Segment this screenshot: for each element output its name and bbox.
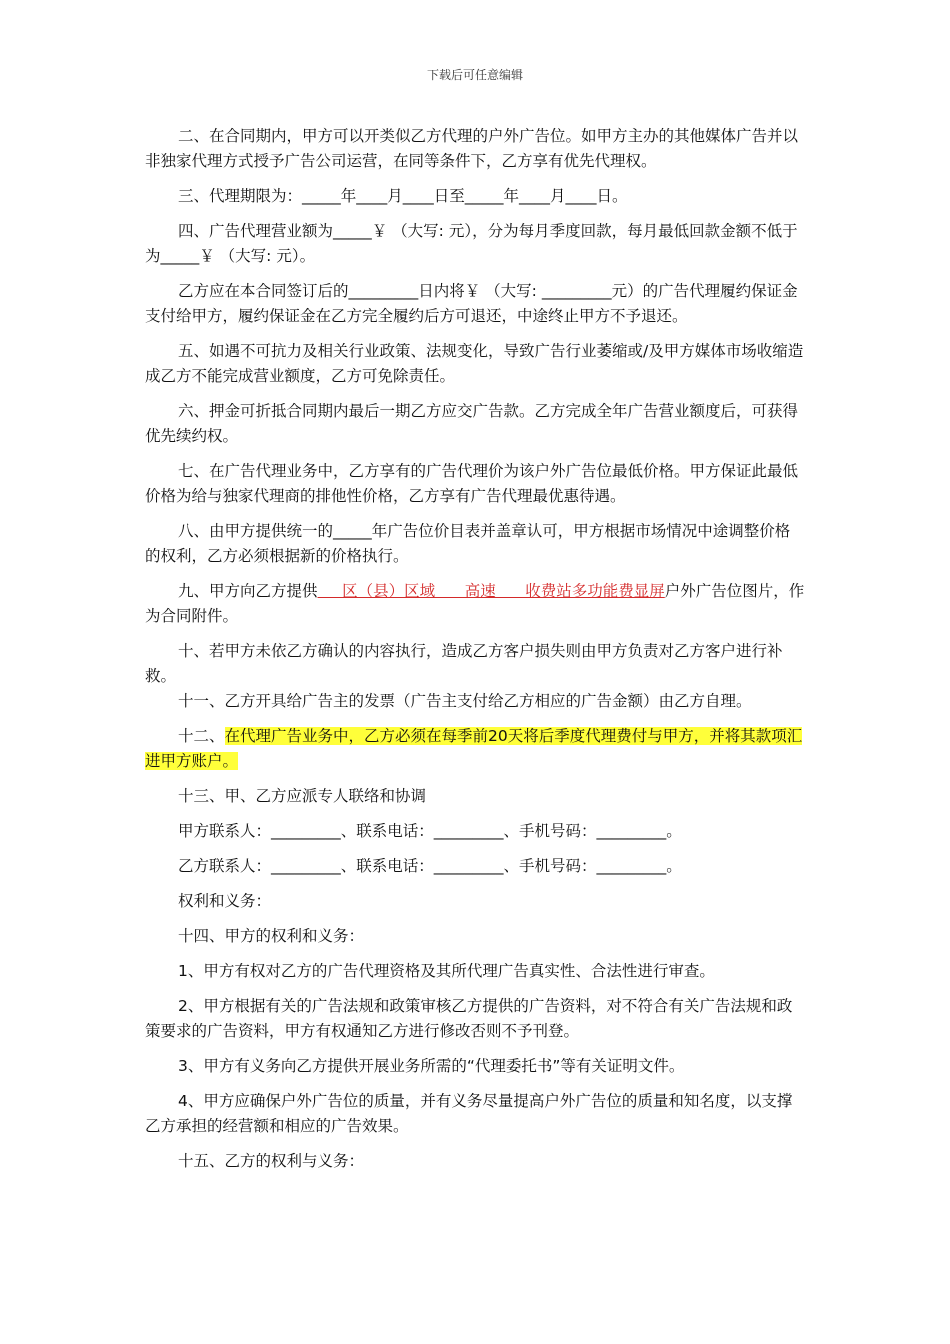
- clause-3: 三、代理期限为：_____年____月____日至_____年____月____日。: [178, 187, 628, 205]
- party-b-contact: 乙方联系人：_________、联系电话：_________、手机号码：_________。: [178, 857, 682, 875]
- clause-11: 十一、乙方开具给广告主的发票（广告主支付给乙方相应的广告金额）由乙方自理。: [178, 692, 752, 710]
- clause-14-item-2: 2、甲方根据有关的广告法规和政策审核乙方提供的广告资料，对不符合有关广告法规和政策要求的广告资料，甲方有权通知乙方进行修改否则不予刊登。: [145, 997, 793, 1040]
- clause-14-item-4: 4、甲方应确保户外广告位的质量，并有义务尽量提高户外广告位的质量和知名度，以支撑乙方承担的经营额和相应的广告效果。: [145, 1092, 793, 1135]
- clause-13: 十三、甲、乙方应派专人联络和协调: [178, 787, 427, 805]
- clause-9-location: 区（县）区域 高速 收费站多功能费显屏: [317, 582, 665, 600]
- clause-14-item-3: 3、甲方有义务向乙方提供开展业务所需的“代理委托书”等有关证明文件。: [178, 1057, 685, 1075]
- clause-9-prefix: 九、甲方向乙方提供: [178, 582, 318, 600]
- clause-12: [145, 724, 805, 774]
- clause-9: [145, 579, 805, 629]
- clause-12-prefix: 十二、: [178, 727, 225, 745]
- clause-5: 五、如遇不可抗力及相关行业政策、法规变化，导致广告行业萎缩或/及甲方媒体市场收缩造成乙方不能完成营业额度，乙方可免除责任。: [145, 342, 804, 385]
- deposit-paragraph: 乙方应在本合同签订后的_________日内将￥ （大写: _________元）的广告代理履约保证金支付给甲方，履约保证金在乙方完全履约后方可退还，中途终止甲方不予退还。: [145, 282, 798, 325]
- page-header: 下载后可任意编辑: [426, 68, 523, 82]
- clause-2: 二、在合同期内，甲方可以开类似乙方代理的户外广告位。如甲方主办的其他媒体广告并以非独家代理方式授予广告公司运营，在同等条件下，乙方享有优先代理权。: [145, 127, 799, 170]
- clause-9-suffix: 户外广告位图片，作为合同附件。: [145, 582, 805, 625]
- clause-6: 六、押金可折抵合同期内最后一期乙方应交广告款。乙方完成全年广告营业额度后，可获得优先续约权。: [145, 402, 799, 445]
- clause-7: 七、在广告代理业务中，乙方享有的广告代理价为该户外广告位最低价格。甲方保证此最低价格为给与独家代理商的排他性价格，乙方享有广告代理最优惠待遇。: [145, 462, 799, 505]
- rights-heading: 权利和义务：: [178, 892, 272, 910]
- clause-14-heading: 十四、甲方的权利和义务：: [178, 927, 365, 945]
- party-a-contact: 甲方联系人：_________、联系电话：_________、手机号码：_________。: [178, 822, 682, 840]
- clause-8: 八、由甲方提供统一的_____年广告位价目表并盖章认可，甲方根据市场情况中途调整价格的权利，乙方必须根据新的价格执行。: [145, 522, 791, 565]
- clause-12-highlight: 在代理广告业务中，乙方必须在每季前20天将后季度代理费付与甲方，并将其款项汇进甲方账户。: [145, 727, 803, 770]
- clause-4: 四、广告代理营业额为_____￥ （大写: 元），分为每月季度回款，每月最低回款金额不低于为_____￥ （大写: 元）。: [145, 222, 798, 265]
- clause-10: 十、若甲方未依乙方确认的内容执行，造成乙方客户损失则由甲方负责对乙方客户进行补救。: [145, 642, 783, 685]
- clause-14-item-1: 1、甲方有权对乙方的广告代理资格及其所代理广告真实性、合法性进行审查。: [178, 962, 715, 980]
- document-body: [145, 124, 805, 1174]
- clause-15-heading: 十五、乙方的权利与义务：: [178, 1152, 365, 1170]
